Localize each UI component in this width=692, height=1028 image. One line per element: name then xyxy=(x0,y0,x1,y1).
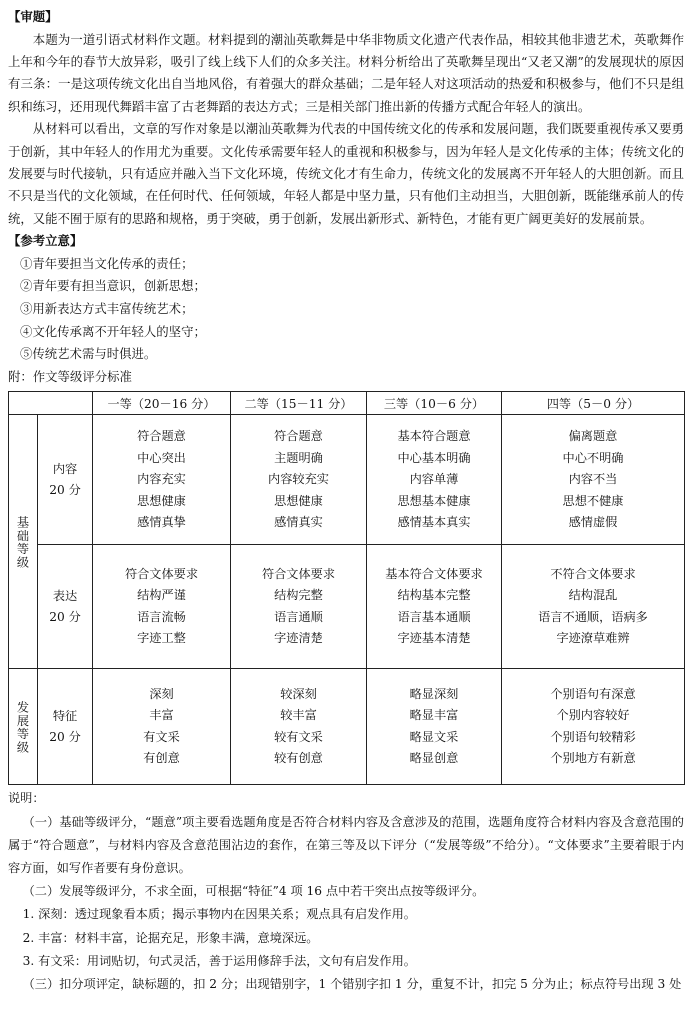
table-row xyxy=(9,415,685,545)
row-label: 特征 xyxy=(52,708,78,723)
criteria-cell xyxy=(367,669,502,785)
criteria-cell xyxy=(502,415,685,545)
criterion: 感情真实 xyxy=(274,515,323,530)
criterion: 中心不明确 xyxy=(562,450,624,465)
note-line: （三）扣分项评定，缺标题的，扣 2 分；出现错别字，1 个错别字扣 1 分，重复不计，扣完 5 分为止；标点符号出现 3 处 xyxy=(22,977,682,992)
review-paragraph-2: 从材料可以看出，文章的写作对象是以潮汕英歌舞为代表的中国传统文化的传承和发展问题，我们既要重视传承又要勇于创新，其中年轻人的作用尤为重要。文化传承需要年轻人的重视和积极参与，因为年轻人是文化传承的主体；传统文化的发展要与时代接轨，只有适应并融入当下文化环境，传统文化才有生命力，传统文化的发展离不开年轻人的大胆创新。而且不只是当代的文化领域，在任何时代、任何领域，年轻人都是中坚力量，只有他们主动担当，大胆创新，既能继承前人的传统，又能不囿于原有的思路和规格，勇于突破，勇于创新，发展出新形式、新特色，才能有更广阔更美好的发展前景。 xyxy=(8,121,684,226)
criterion: 较深刻 xyxy=(280,686,317,701)
idea-item: ⑤传统艺术需与时俱进。 xyxy=(20,346,157,362)
row-label-cell xyxy=(38,545,93,669)
criterion: 思想不健康 xyxy=(562,493,624,508)
criterion: 感情虚假 xyxy=(568,515,618,530)
criterion: 内容不当 xyxy=(568,472,618,487)
criterion: 个别语句较精彩 xyxy=(550,729,636,744)
notes-section xyxy=(8,787,684,996)
criterion: 思想健康 xyxy=(137,493,186,508)
note-line: 2. 丰富：材料丰富，论据充足，形象丰满，意境深远。 xyxy=(22,930,319,945)
criterion: 符合题意 xyxy=(274,429,323,444)
table-corner-cell xyxy=(9,392,93,415)
group-label-text: 发展等级 xyxy=(15,700,30,754)
criterion: 个别内容较好 xyxy=(556,708,630,723)
group-label-text: 基础等级 xyxy=(15,515,30,569)
notes-title: 说明： xyxy=(8,791,45,806)
criteria-cell xyxy=(502,545,685,669)
review-paragraph-1: 本题为一道引语式材料作文题。材料提到的潮汕英歌舞是中华非物质文化遗产代表作品，相较其他非遗艺术，英歌舞作上年和今年的春节大放异彩，吸引了线上线下人们的众多关注。材料分析给出了英歌舞呈现出“又老又潮”的发展现状的原因有三条：一是这项传统文化出自当地风俗，有着强大的群众基础；二是年轻人对这项活动的热爱和积极参与，他们不只是组织和练习，还用现代舞蹈丰富了古老舞蹈的表达方式；三是相关部门推出新的传播方式配合年轻人的演出。 xyxy=(8,31,684,114)
criterion: 略显丰富 xyxy=(409,708,459,723)
column-header: 二等（15－11 分） xyxy=(231,392,367,415)
criterion: 不符合文体要求 xyxy=(550,566,636,581)
criterion: 符合文体要求 xyxy=(124,566,199,581)
idea-item: ④文化传承离不开年轻人的坚守； xyxy=(20,323,206,339)
criterion: 中心基本明确 xyxy=(397,450,471,465)
criteria-cell xyxy=(367,545,502,669)
criterion: 语言流畅 xyxy=(137,609,186,624)
row-label-cell xyxy=(38,415,93,545)
row-label: 表达 xyxy=(52,588,78,603)
section-heading-ideas: 【参考立意】 xyxy=(8,233,83,249)
criteria-cell xyxy=(502,669,685,785)
criterion: 结构基本完整 xyxy=(397,588,471,603)
criterion: 偏离题意 xyxy=(568,429,618,444)
note-line: 3. 有文采：用词贴切，句式灵活，善于运用修辞手法，文句有启发作用。 xyxy=(22,953,416,968)
criterion: 字迹潦草难辨 xyxy=(556,631,630,646)
criteria-cell xyxy=(367,415,502,545)
criterion: 较丰富 xyxy=(280,708,317,723)
criterion: 较有文采 xyxy=(274,729,323,744)
criterion: 思想基本健康 xyxy=(397,493,471,508)
criterion: 中心突出 xyxy=(137,450,186,465)
row-label: 内容 xyxy=(52,461,78,476)
criteria-cell xyxy=(93,415,231,545)
section-heading-review: 【审题】 xyxy=(8,9,58,24)
criterion: 深刻 xyxy=(149,686,174,701)
criterion: 符合文体要求 xyxy=(261,566,336,581)
idea-item: ①青年要担当文化传承的责任； xyxy=(20,255,194,271)
group-label-development xyxy=(9,669,38,785)
criterion: 字迹基本清楚 xyxy=(397,631,471,646)
note-line: 1. 深刻：透过现象看本质；揭示事物内在因果关系；观点具有启发作用。 xyxy=(22,907,416,922)
note-line: （二）发展等级评分，不求全面，可根据“特征”4 项 16 点中若干突出点按等级评分。 xyxy=(22,884,485,899)
grading-table xyxy=(8,391,685,785)
criterion: 基本符合题意 xyxy=(397,429,471,444)
criterion: 个别地方有新意 xyxy=(550,751,636,766)
idea-item: ③用新表达方式丰富传统艺术； xyxy=(20,301,194,317)
table-header-row xyxy=(9,392,685,415)
row-label-cell xyxy=(38,669,93,785)
criterion: 丰富 xyxy=(149,708,174,723)
row-score: 20 分 xyxy=(49,482,81,497)
column-header: 三等（10－6 分） xyxy=(367,392,502,415)
criterion: 字迹清楚 xyxy=(274,631,323,646)
column-header: 四等（5－0 分） xyxy=(502,392,685,415)
criterion: 有创意 xyxy=(143,751,180,766)
criterion: 语言基本通顺 xyxy=(397,609,471,624)
criteria-cell xyxy=(231,545,367,669)
criterion: 字迹工整 xyxy=(137,631,186,646)
criterion: 基本符合文体要求 xyxy=(385,566,483,581)
criterion: 较有创意 xyxy=(274,751,323,766)
note-line: （一）基础等级评分，“题意”项主要看选题角度是否符合材料内容及含意涉及的范围，选题角度符合材料内容及含意范围的属于“符合题意”，与材料内容及含意范围沾边的套作，在第三等及以下评分（“发展等级”不给分）。“文体要求”主要着眼于内容方面，如写作者要有身份意识。 xyxy=(8,814,684,876)
criterion: 结构混乱 xyxy=(568,588,618,603)
criteria-cell xyxy=(93,669,231,785)
table-caption: 附：作文等级评分标准 xyxy=(8,368,132,384)
criterion: 内容单薄 xyxy=(409,472,459,487)
column-header: 一等（20－16 分） xyxy=(93,392,231,415)
criterion: 略显文采 xyxy=(409,729,459,744)
group-label-basic xyxy=(9,415,38,669)
criterion: 感情真挚 xyxy=(137,515,186,530)
criterion: 语言通顺 xyxy=(274,609,323,624)
criteria-cell xyxy=(93,545,231,669)
criterion: 内容充实 xyxy=(137,472,186,487)
idea-item: ②青年要有担当意识，创新思想； xyxy=(20,278,206,294)
criterion: 内容较充实 xyxy=(268,472,329,487)
criterion: 语言不通顺，语病多 xyxy=(538,609,648,624)
document-page xyxy=(8,6,684,996)
criterion: 结构完整 xyxy=(274,588,323,603)
criteria-cell xyxy=(231,669,367,785)
criteria-cell xyxy=(231,415,367,545)
table-row xyxy=(9,669,685,785)
table-row xyxy=(9,545,685,669)
criterion: 略显创意 xyxy=(409,751,459,766)
criterion: 有文采 xyxy=(143,729,180,744)
criterion: 结构严谨 xyxy=(137,588,186,603)
criterion: 主题明确 xyxy=(274,450,323,465)
criterion: 略显深刻 xyxy=(409,686,459,701)
row-score: 20 分 xyxy=(49,729,81,744)
criterion: 符合题意 xyxy=(137,429,186,444)
criterion: 思想健康 xyxy=(274,493,323,508)
criterion: 个别语句有深意 xyxy=(550,686,636,701)
row-score: 20 分 xyxy=(49,609,81,624)
criterion: 感情基本真实 xyxy=(397,515,471,530)
